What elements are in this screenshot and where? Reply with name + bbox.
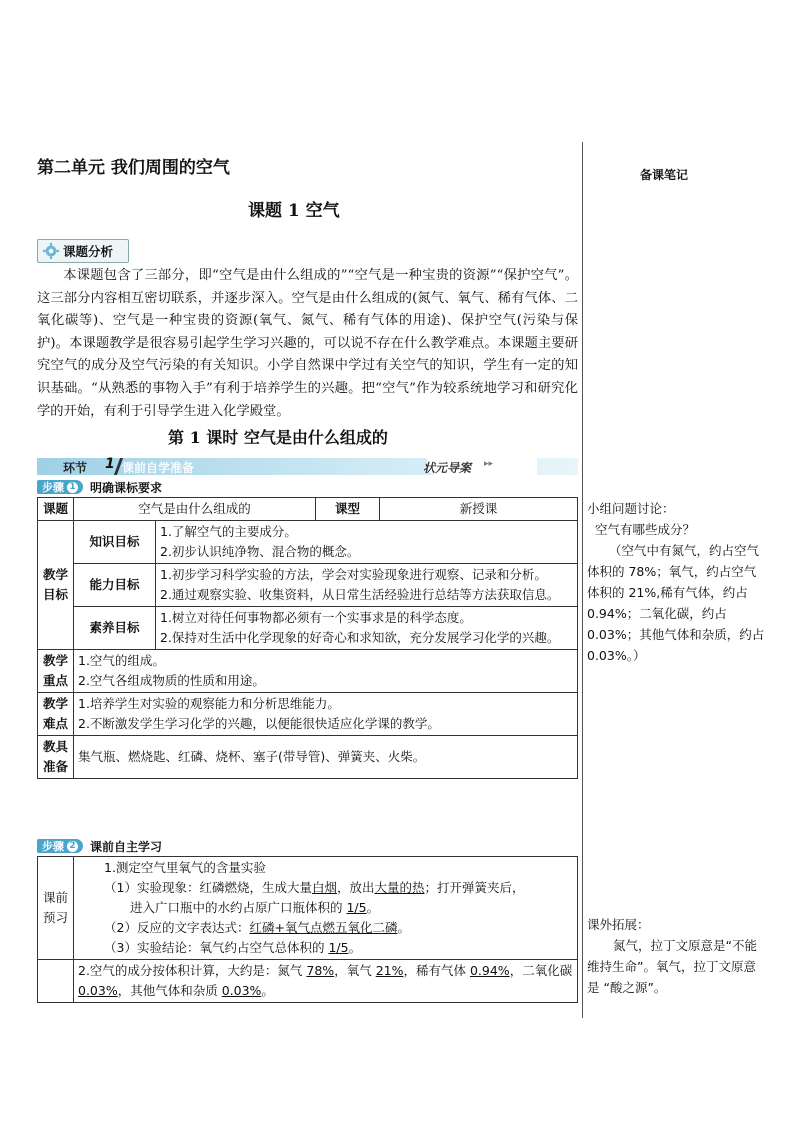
- tools-content: 集气瓶、燃烧匙、红磷、烧杯、塞子(带导管)、弹簧夹、火柴。: [74, 736, 578, 779]
- course-value: 空气是由什么组成的: [74, 498, 316, 521]
- focus-content: 1.空气的组成。 2.空气各组成物质的性质和用途。: [74, 650, 578, 693]
- column-divider: [582, 142, 583, 1018]
- preview-item-2: 2.空气的成分按体积计算，大约是：氮气 78%，氧气 21%，稀有气体 0.94%，二氧化碳 0.03%，其他气体和杂质 0.03%。: [74, 960, 578, 1003]
- preview-table: [37, 856, 578, 1003]
- knowledge-label: 知识目标: [74, 521, 156, 564]
- knowledge-content: 1.了解空气的主要成分。 2.初步认识纯净物、混合物的概念。: [156, 521, 578, 564]
- discussion-answer: （空气中有氮气，约占空气体积的 78%；氧气，约占空气体积的 21%,稀有气体，约占 0.94%；二氧化碳，约占 0.03%；其他气体和杂质，约占 0.03%。）: [587, 543, 765, 663]
- difficulty-label: 教学难点: [38, 693, 74, 736]
- discussion-question: 空气有哪些成分？: [595, 522, 696, 537]
- ability-label: 能力目标: [74, 564, 156, 607]
- double-arrow-icon: ▸▸: [484, 459, 494, 469]
- ability-content: 1.初步学习科学实验的方法，学会对实验现象进行观察、记录和分析。 2.通过观察实验、收集资料，从日常生活经验进行总结等方法获取信息。: [156, 564, 578, 607]
- focus-label: 教学重点: [38, 650, 74, 693]
- analysis-paragraph: 本课题包含了三部分，即“空气是由什么组成的”“空气是一种宝贵的资源”“保护空气”。这三部分内容相互密切联系，并逐步深入。空气是由什么组成的(氮气、氧气、稀有气体、二氧化碳等)、空气是一种宝贵的资源(氧气、氮气、稀有气体的用途)、保护空气(污染与保护)。本课题教学是很容易引起学生学习兴趣的，可以说不存在什么教学难点。本课题主要研究空气的成分及空气污染的有关知识。小学自然课中学过有关空气的知识，学生有一定的知识基础。“从熟悉的事物入手”有利于培养学生的兴趣。把“空气”作为较系统地学习和研究化学的开始，有利于引导学生进入化学殿堂。: [37, 268, 578, 419]
- tools-label: 教具准备: [38, 736, 74, 779]
- goals-label: 教学目标: [38, 521, 74, 650]
- step-text: 明确课标要求: [90, 480, 163, 495]
- type-value: 新授课: [380, 498, 578, 521]
- step-1: [37, 479, 162, 495]
- preview-label: 课前预习: [38, 857, 74, 960]
- objectives-table: [37, 497, 578, 779]
- step-pill: 步骤 2: [37, 839, 83, 853]
- sidebar-title: 备课笔记: [640, 168, 689, 182]
- phase-name: 课前自学准备: [122, 461, 195, 475]
- extension-text: 氮气，拉丁文原意是“不能维持生命”。氧气，拉丁文原意是 “酸之源”。: [587, 938, 757, 995]
- unit-title: 第二单元 我们周围的空气: [37, 158, 230, 178]
- discussion-block: [587, 498, 767, 666]
- gear-icon: [42, 242, 60, 260]
- literacy-label: 素养目标: [74, 607, 156, 650]
- phase-label: 环节: [63, 461, 88, 475]
- lesson-title: 课题 1 空气: [248, 201, 340, 221]
- step-text: 课前自主学习: [90, 839, 163, 854]
- preview-item-1: 1.测定空气里氧气的含量实验 （1）实验现象：红磷燃烧，生成大量白烟，放出大量的热；打开弹簧夹后， 进入广口瓶中的水约占原广口瓶体积的 1/5。 （2）反应的文字表达式：红磷+氧气点燃五氧化二磷。 （3）实验结论：氧气约占空气总体积的 1/5。: [74, 857, 578, 960]
- literacy-content: 1.树立对待任何事物都必须有一个实事求是的科学态度。 2.保持对生活中化学现象的好奇心和求知欲，充分发展学习化学的兴趣。: [156, 607, 578, 650]
- period-title: 第 1 课时 空气是由什么组成的: [168, 428, 388, 447]
- section-tag: [37, 239, 129, 263]
- step-pill: 步骤 1: [37, 480, 83, 494]
- extension-title: 课外拓展：: [587, 917, 650, 932]
- difficulty-content: 1.培养学生对实验的观察能力和分析思维能力。 2.不断激发学生学习化学的兴趣，以便能很快适应化学课的教学。: [74, 693, 578, 736]
- step-2: [37, 838, 162, 854]
- phase-number: 1: [105, 456, 115, 472]
- type-label: 课型: [316, 498, 380, 521]
- extension-block: [587, 914, 767, 998]
- discussion-title: 小组问题讨论：: [587, 501, 675, 516]
- section-tag-label: 课题分析: [63, 244, 114, 259]
- phase-right-text: 状元导案: [423, 461, 472, 475]
- course-label: 课题: [38, 498, 74, 521]
- phase-bar: [37, 458, 578, 475]
